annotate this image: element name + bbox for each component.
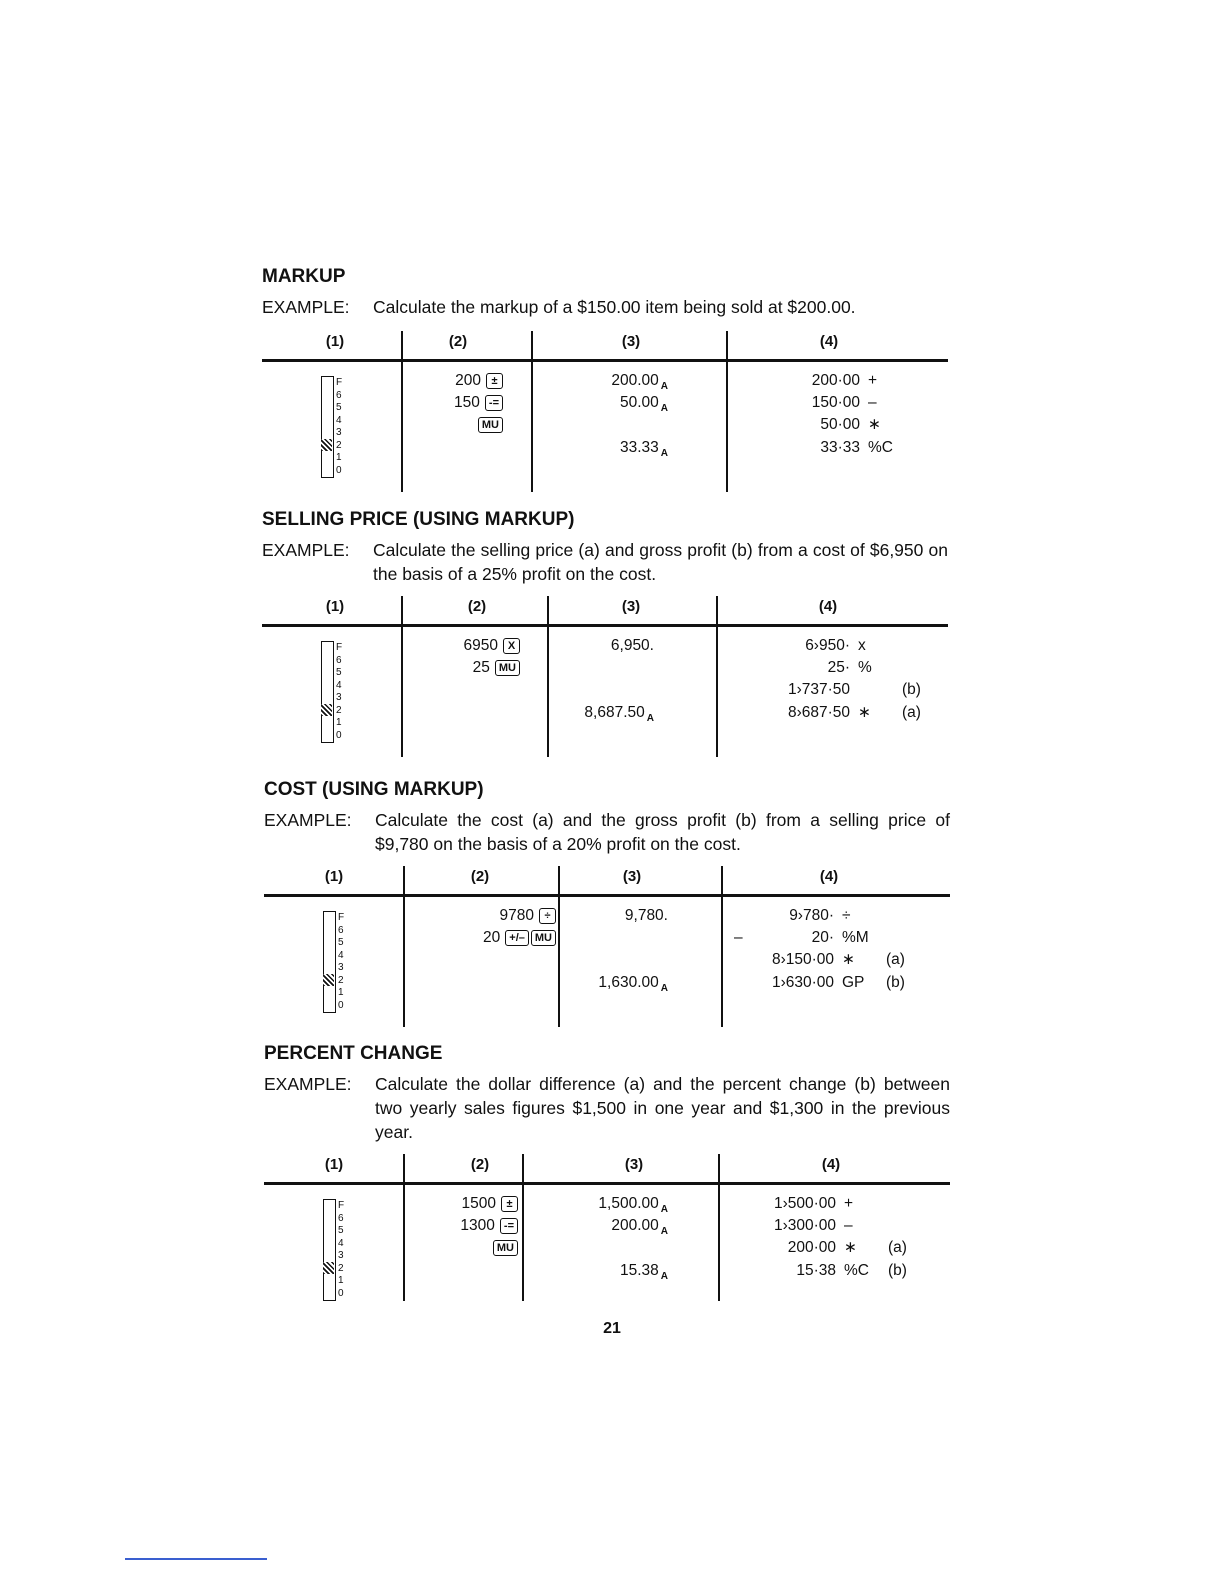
- table-body: [264, 1185, 950, 1301]
- printout-row: [756, 1193, 928, 1215]
- printout-symbol: ∗: [858, 704, 871, 721]
- key-icon: MU: [531, 930, 556, 946]
- printout-tag: (b): [886, 974, 905, 991]
- printout-tag: (a): [886, 951, 905, 968]
- printout-number: 8›150·00: [771, 951, 834, 968]
- switch-label: 0: [338, 999, 344, 1011]
- column-header: (1): [324, 1156, 344, 1173]
- column-header: (2): [467, 598, 487, 615]
- printout-symbol: [850, 679, 902, 701]
- column-header: (2): [448, 333, 468, 350]
- column-header: (1): [325, 333, 345, 350]
- column-divider: [531, 331, 533, 492]
- keystroke-row: [460, 1215, 518, 1237]
- printout-symbol: %C: [868, 439, 893, 456]
- decimal-switch-diagram: [323, 1199, 383, 1303]
- key-icon: ±: [486, 373, 503, 389]
- printout-symbol: ∗: [844, 1239, 857, 1256]
- column-divider: [401, 596, 403, 757]
- display-number: 1,630.00: [598, 974, 659, 991]
- printout-row: [780, 392, 952, 414]
- key-icon: -=: [500, 1218, 518, 1234]
- section-title: COST (USING MARKUP): [264, 779, 484, 800]
- switch-label: 4: [336, 414, 342, 426]
- display-value: [625, 905, 668, 927]
- keystroke-number: 25: [472, 659, 490, 676]
- example-label: EXAMPLE:: [264, 1074, 352, 1094]
- switch-label: 0: [336, 464, 342, 476]
- printout-row: [756, 1260, 928, 1282]
- display-number: 15.38: [619, 1262, 659, 1279]
- switch-label: 1: [338, 1275, 344, 1286]
- section-markup: [262, 265, 948, 492]
- printout-row: [756, 1237, 928, 1259]
- display-number: 1,500.00: [598, 1195, 659, 1212]
- example: [262, 295, 948, 319]
- table-header: [262, 331, 948, 362]
- decimal-switch-diagram: [321, 376, 381, 480]
- example-label: EXAMPLE:: [262, 540, 350, 560]
- switch-label: 4: [336, 679, 342, 691]
- printout-number: 200·00: [787, 1239, 836, 1256]
- key-icon: ±: [501, 1196, 518, 1212]
- keystroke-row: [454, 392, 503, 414]
- example: [264, 1072, 950, 1144]
- switch-label: 1: [336, 452, 342, 463]
- switch-slot: [321, 376, 334, 478]
- keystroke-table: [264, 866, 950, 1027]
- keystroke-number: 6950: [463, 637, 498, 654]
- printout-number: 1›630·00: [771, 974, 834, 991]
- printout-number: 50·00: [820, 416, 860, 433]
- printout-symbol: GP: [842, 974, 865, 991]
- printout-number: 15·38: [796, 1262, 836, 1279]
- switch-label: 4: [338, 949, 344, 961]
- printout-number: 25·: [827, 659, 850, 676]
- column-divider: [547, 596, 549, 757]
- key-icon: X: [503, 638, 520, 654]
- keystroke-table: [262, 331, 948, 492]
- printout-row: [734, 972, 926, 994]
- printout-tag: [888, 1215, 928, 1237]
- printout-tag: [886, 927, 926, 949]
- display-number: 50.00: [619, 394, 659, 411]
- keystroke-row: [483, 927, 556, 949]
- switch-label: 5: [338, 1225, 344, 1236]
- printout-number: 1›300·00: [773, 1217, 836, 1234]
- keystroke-number: 9780: [499, 907, 534, 924]
- switch-label: F: [338, 1200, 345, 1211]
- switch-label: 0: [338, 1287, 344, 1299]
- key-icon: MU: [495, 660, 520, 676]
- printout-row: [734, 949, 926, 971]
- example-label: EXAMPLE:: [262, 297, 350, 317]
- printout-number: 6›950·: [805, 637, 850, 654]
- keystroke-row: [473, 657, 520, 679]
- key-icon: -=: [485, 395, 503, 411]
- switch-label: F: [336, 377, 343, 388]
- switch-label: 6: [338, 924, 344, 936]
- printout-number: 9›780·: [789, 907, 834, 924]
- display-number: 33.33: [619, 439, 659, 456]
- printout-symbol: –: [844, 1217, 853, 1234]
- switch-label: 6: [336, 389, 342, 401]
- display-value: [620, 392, 668, 420]
- switch-slot: [323, 911, 336, 1013]
- section-title: PERCENT CHANGE: [264, 1043, 443, 1064]
- column-divider: [403, 1154, 405, 1301]
- printout-row: [734, 905, 926, 927]
- printout-row: [756, 1215, 928, 1237]
- section-title: SELLING PRICE (USING MARKUP): [262, 509, 575, 530]
- display-flag: A: [660, 448, 668, 459]
- column-header: (3): [622, 868, 642, 885]
- printout-row: [734, 927, 926, 949]
- column-divider: [721, 866, 723, 1027]
- column-divider: [403, 866, 405, 1027]
- column-header: (3): [624, 1156, 644, 1173]
- keystroke-number: 150: [454, 394, 480, 411]
- printout-symbol: +: [844, 1195, 854, 1212]
- table-body: [264, 897, 950, 1027]
- keystroke-table: [264, 1154, 950, 1301]
- footnote-rule: [125, 1558, 267, 1560]
- section-percent-change: [264, 1042, 950, 1301]
- example: [262, 538, 948, 586]
- printout-tag: [886, 905, 926, 927]
- switch-label: 5: [336, 667, 342, 678]
- decimal-switch-diagram: [321, 641, 381, 745]
- switch-slot: [323, 1199, 336, 1301]
- switch-label: F: [338, 912, 345, 923]
- printout-number: 20·: [811, 929, 834, 946]
- column-divider: [726, 331, 728, 492]
- printout-row: [780, 370, 952, 392]
- section-selling-price: [262, 508, 948, 757]
- section-title: MARKUP: [262, 266, 346, 287]
- printout-row: [770, 635, 942, 657]
- printout-tag: (a): [888, 1239, 907, 1256]
- switch-indicator: [321, 704, 332, 716]
- display-value: [598, 972, 668, 1000]
- display-flag: A: [660, 983, 668, 994]
- example: [264, 808, 950, 856]
- printout-sign: [734, 949, 754, 971]
- printout-row: [770, 702, 942, 724]
- column-divider: [716, 596, 718, 757]
- printout-sign: [734, 972, 754, 994]
- keystroke-row: [455, 370, 503, 392]
- printout-number: 1›737·50: [787, 681, 850, 698]
- column-divider: [558, 866, 560, 1027]
- display-value: [611, 1215, 668, 1243]
- switch-indicator: [323, 974, 334, 986]
- printout-symbol: +: [868, 372, 878, 389]
- printout-tag: [912, 414, 952, 436]
- column-header: (1): [324, 868, 344, 885]
- printout-tag: (a): [902, 704, 921, 721]
- display-number: 6,950.: [610, 637, 654, 654]
- section-cost: [264, 778, 950, 1027]
- display-number: 200.00: [611, 372, 659, 389]
- printout-tag: (b): [902, 681, 921, 698]
- example-text: Calculate the cost (a) and the gross profit (b) from a selling price of $9,780 on the basis of a 20% profit on the cost.: [375, 810, 950, 854]
- column-header: (4): [819, 333, 839, 350]
- switch-indicator: [321, 439, 332, 451]
- switch-label: 4: [338, 1237, 344, 1249]
- printout-symbol: –: [868, 394, 877, 411]
- switch-label: 0: [336, 729, 342, 741]
- key-icon: ÷: [539, 908, 556, 924]
- switch-label: 5: [338, 937, 344, 948]
- column-header: (3): [621, 333, 641, 350]
- switch-label: 1: [338, 987, 344, 998]
- decimal-switch-diagram: [323, 911, 383, 1015]
- switch-label: 2: [338, 974, 344, 986]
- column-header: (3): [621, 598, 641, 615]
- printout-tag: (b): [888, 1262, 907, 1279]
- example-text: Calculate the markup of a $150.00 item being sold at $200.00.: [373, 297, 856, 317]
- printout-number: 200·00: [811, 372, 860, 389]
- switch-label: 6: [338, 1212, 344, 1224]
- column-header: (4): [819, 868, 839, 885]
- switch-label: 3: [338, 1250, 344, 1261]
- printout-row: [780, 437, 952, 459]
- display-value: [611, 635, 654, 657]
- switch-label: 2: [336, 439, 342, 451]
- keystroke-row: [462, 1193, 518, 1215]
- display-number: 200.00: [611, 1217, 659, 1234]
- printout-number: 33·33: [820, 439, 860, 456]
- column-divider: [718, 1154, 720, 1301]
- key-icon: +/–: [505, 930, 529, 946]
- switch-label: 5: [336, 402, 342, 413]
- example-text: Calculate the selling price (a) and gross profit (b) from a cost of $6,950 on the basis of a 25% profit on the cost.: [373, 540, 948, 584]
- switch-label: 3: [336, 692, 342, 703]
- switch-label: 3: [336, 427, 342, 438]
- printout-symbol: %: [858, 659, 872, 676]
- table-body: [262, 362, 948, 492]
- table-header: [264, 1154, 950, 1185]
- display-flag: A: [660, 381, 668, 392]
- column-header: (4): [821, 1156, 841, 1173]
- keystroke-number: 1300: [460, 1217, 495, 1234]
- switch-indicator: [323, 1262, 334, 1274]
- printout-tag: [888, 1193, 928, 1215]
- keystroke-row: [464, 635, 520, 657]
- display-flag: A: [660, 1271, 668, 1282]
- switch-label: F: [336, 642, 343, 653]
- printout-sign: [734, 905, 754, 927]
- column-divider: [522, 1154, 524, 1301]
- printout-symbol: %C: [844, 1262, 869, 1279]
- column-header: (1): [325, 598, 345, 615]
- keystroke-row: [473, 414, 503, 436]
- switch-label: 2: [338, 1262, 344, 1274]
- printout-tag: [902, 635, 942, 657]
- printout-tag: [912, 370, 952, 392]
- printout-tag: [912, 437, 952, 459]
- switch-label: 3: [338, 962, 344, 973]
- printout-number: 8›687·50: [787, 704, 850, 721]
- printout-number: 150·00: [811, 394, 860, 411]
- printout-tag: [912, 392, 952, 414]
- display-flag: A: [646, 713, 654, 724]
- example-label: EXAMPLE:: [264, 810, 352, 830]
- display-flag: A: [660, 403, 668, 414]
- printout-row: [770, 657, 942, 679]
- switch-slot: [321, 641, 334, 743]
- display-value: [584, 702, 654, 730]
- printout-symbol: x: [858, 637, 866, 654]
- keystroke-number: 20: [483, 929, 501, 946]
- printout-row: [770, 679, 942, 701]
- page-number: 21: [603, 1320, 621, 1337]
- column-header: (2): [470, 1156, 490, 1173]
- printout-symbol: ÷: [842, 907, 851, 924]
- column-header: (2): [470, 868, 490, 885]
- printout-sign: –: [734, 929, 743, 946]
- printout-row: [780, 414, 952, 436]
- printout-tag: [902, 657, 942, 679]
- example-text: Calculate the dollar difference (a) and the percent change (b) between two yearly sales figures $1,500 in one year and $1,300 in the previous year.: [375, 1074, 950, 1142]
- display-number: 9,780.: [624, 907, 668, 924]
- switch-label: 2: [336, 704, 342, 716]
- column-divider: [401, 331, 403, 492]
- column-header: (4): [818, 598, 838, 615]
- switch-label: 1: [336, 717, 342, 728]
- keystroke-number: 200: [455, 372, 481, 389]
- table-header: [264, 866, 950, 897]
- printout-number: 1›500·00: [773, 1195, 836, 1212]
- display-value: [620, 1260, 668, 1288]
- display-value: [620, 437, 668, 465]
- table-body: [262, 627, 948, 757]
- switch-label: 6: [336, 654, 342, 666]
- key-icon: MU: [493, 1240, 518, 1256]
- keystroke-row: [500, 905, 556, 927]
- printout-symbol: ∗: [868, 416, 881, 433]
- keystroke-number: 1500: [461, 1195, 496, 1212]
- display-flag: A: [660, 1204, 668, 1215]
- keystroke-table: [262, 596, 948, 757]
- table-header: [262, 596, 948, 627]
- keystroke-row: [488, 1237, 518, 1259]
- printout-symbol: %M: [842, 929, 869, 946]
- display-number: 8,687.50: [584, 704, 645, 721]
- display-flag: A: [660, 1226, 668, 1237]
- printout-symbol: ∗: [842, 951, 855, 968]
- key-icon: MU: [478, 417, 503, 433]
